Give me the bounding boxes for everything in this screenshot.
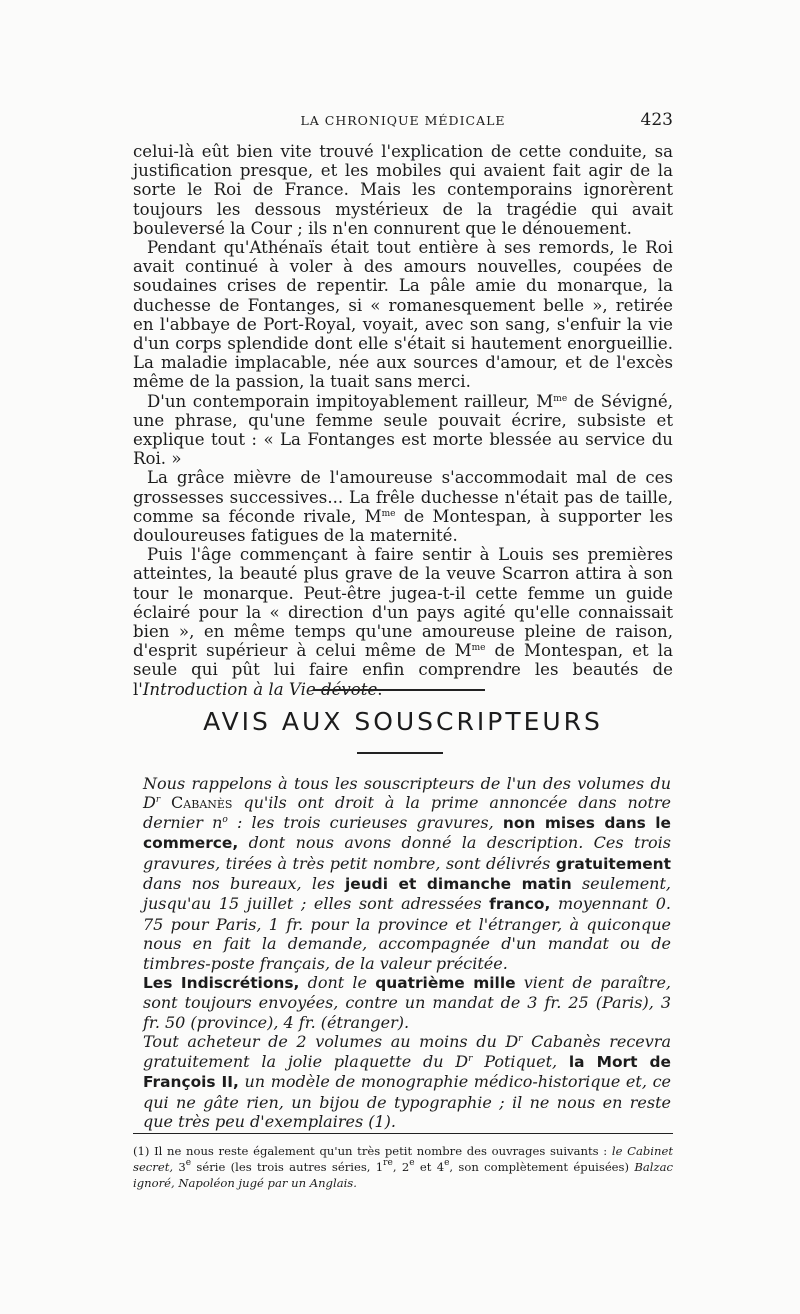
paragraph-3: D'un contemporain impitoyablement railleur, $M^{me}$ de Sévigné, une phrase, qu'une femme seule pouvait écrire, subsiste et explique tout : « La Fontanges est morte blessée au service du Roi. » bbox=[133, 391, 674, 469]
running-title: LA CHRONIQUE MÉDICALE bbox=[300, 113, 506, 128]
section-divider bbox=[313, 689, 485, 691]
paragraph-2: Pendant qu'Athénaïs était tout entière à ses remords, le Roi avait continué à voler à des amours nouvelles, coupées de soudaines crises de repentir. La pâle amie du monarque, la duchesse de Fontanges, si « romanesquement belle », retirée en l'abbaye de Port-Royal, voyait, avec son sang, s'enfuir la vie d'un corps splendide dont elle s'était si hautement enorgueillie. La maladie implacable, née aux sources d'amour, et de l'excès même de la passion, la tuait sans merci. bbox=[133, 238, 673, 392]
footnote bbox=[133, 1143, 673, 1191]
notice-paragraph-2: Les Indiscrétions, dont le quatrième mille vient de paraître, sont toujours envoyées, contre un mandat de 3 fr. 25 (Paris), 3 fr. 50 (province), 4 fr. (étranger). bbox=[143, 973, 672, 1032]
title-underline bbox=[357, 752, 443, 754]
paragraph-5: Puis l'âge commençant à faire sentir à Louis ses premières atteintes, la beauté plus grave de la veuve Scarron attira à son tour le monarque. Peut-être jugea-t-il cette femme un guide éclairé pour la « direction d'un pays agité qu'elle connaissait bien », en même temps qu'une amoureuse pleine de raison, d'esprit supérieur à celui même de $M^{me}$ de Montespan, et la seule qui pût lui faire enfin comprendre les beautés de l'Introduction à la Vie dévote. bbox=[133, 545, 673, 699]
page-number: 423 bbox=[640, 110, 673, 130]
paragraph-1: celui-là eût bien vite trouvé l'explication de cette conduite, sa justification presque, et les mobiles qui avaient fait agir de la sorte le Roi de France. Mais les contemporains ignorèrent toujours les dessous mystérieux de la tragédie qui avait bouleversé la Cour ; ils n'en connurent que le dénouement. bbox=[133, 142, 673, 238]
footnote-text: (1) Il ne nous reste également qu'un très petit nombre des ouvrages suivants : le Cabinet secret, 3e série (les trois autres séries, 1re, 2e et 4e, son complètement épuisées) Balzac ignoré, Napoléon jugé par un Anglais. bbox=[133, 1144, 673, 1190]
page-header bbox=[133, 110, 673, 132]
footnote-rule bbox=[133, 1133, 673, 1134]
body-text bbox=[133, 142, 673, 699]
subscriber-notice bbox=[143, 774, 671, 1131]
notice-paragraph-3: Tout acheteur de 2 volumes au moins du $D^r$ Cabanès recevra gratuitement la jolie plaquette du $D^r$ Potiquet, la Mort de François II, un modèle de monographie médico-historique et, ce qui ne gâte rien, un bijou de typographie ; il ne nous en reste que très peu d'exemplaires (1). bbox=[143, 1032, 671, 1131]
notice-paragraph-1: Nous rappelons à tous les souscripteurs de l'un des volumes du $D^r$ Cabanès qu'ils ont droit à la prime annoncée dans notre dernier $n^o$ : les trois curieuses gravures, non mises dans le commerce, dont nous avons donné la description. Ces trois gravures, tirées à très petit nombre, sont délivrés gratuitement dans nos bureaux, les jeudi et dimanche matin seulement, jusqu'au 15 juillet ; elles sont adressées franco, moyennant 0. 75 pour Paris, 1 fr. pour la province et l'étranger, à quiconque nous en fait la demande, accompagnée d'un mandat ou de timbres-poste français, de la valeur précitée. bbox=[143, 774, 672, 973]
notice-title: AVIS AUX SOUSCRIPTEURS bbox=[203, 707, 603, 736]
paragraph-4: La grâce mièvre de l'amoureuse s'accommodait mal de ces grossesses successives... La frêle duchesse n'était pas de taille, comme sa féconde rivale, $M^{me}$ de Montespan, à supporter les douloureuses fatigues de la maternité. bbox=[133, 468, 674, 546]
